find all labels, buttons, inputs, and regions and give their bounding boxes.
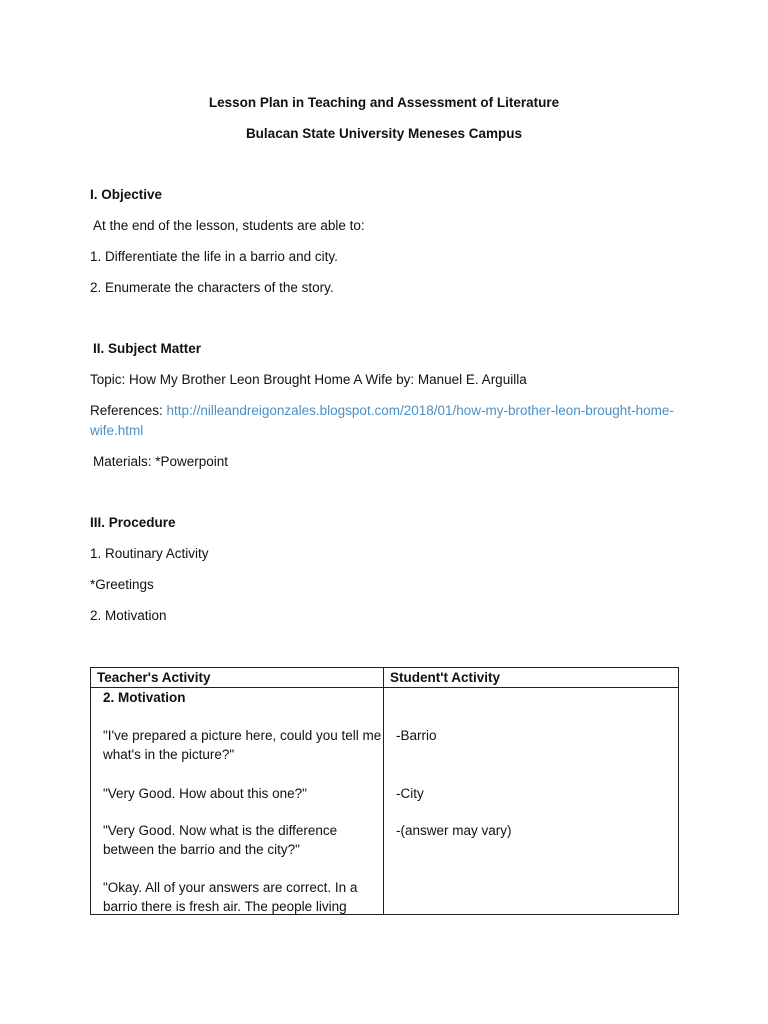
student-line: -(answer may vary) — [396, 823, 512, 838]
teacher-activity-cell — [91, 688, 384, 915]
activity-table — [90, 667, 679, 915]
table-row — [91, 688, 679, 915]
references-block — [90, 401, 680, 441]
document-subtitle: Bulacan State University Meneses Campus — [245, 126, 523, 141]
student-activity-cell — [384, 688, 679, 915]
subject-matter-heading: II. Subject Matter — [93, 341, 202, 356]
teacher-activity-header: Teacher's Activity — [91, 668, 384, 688]
teacher-line: "Very Good. How about this one?" — [103, 786, 307, 801]
procedure-item: 2. Motivation — [90, 608, 167, 623]
teacher-line: "I've prepared a picture here, could you tell me what's in the picture?" — [103, 728, 382, 762]
references-link[interactable]: http://nilleandreigonzales.blogspot.com/2018/01/how-my-brother-leon-brought-home-wife.html — [90, 403, 674, 438]
objective-item: 2. Enumerate the characters of the story. — [90, 280, 334, 295]
objective-intro: At the end of the lesson, students are able to: — [93, 218, 365, 233]
motivation-label: 2. Motivation — [103, 690, 186, 705]
materials-line: Materials: *Powerpoint — [93, 454, 229, 469]
table-header-row — [91, 668, 679, 688]
references-label: References: — [90, 403, 167, 418]
objective-item: 1. Differentiate the life in a barrio and city. — [90, 249, 338, 264]
procedure-item: 1. Routinary Activity — [90, 546, 209, 561]
teacher-line: "Okay. All of your answers are correct. In a barrio there is fresh air. The people living — [103, 880, 358, 914]
student-line: -Barrio — [396, 728, 437, 743]
procedure-heading: III. Procedure — [90, 515, 176, 530]
topic-line: Topic: How My Brother Leon Brought Home A Wife by: Manuel E. Arguilla — [90, 372, 527, 387]
teacher-line: "Very Good. Now what is the difference between the barrio and the city?" — [103, 823, 338, 857]
procedure-item: *Greetings — [90, 577, 154, 592]
document-title: Lesson Plan in Teaching and Assessment of Literature — [208, 95, 560, 110]
student-line: -City — [396, 786, 424, 801]
objective-heading: I. Objective — [90, 187, 163, 202]
student-activity-header: Student't Activity — [384, 668, 679, 688]
